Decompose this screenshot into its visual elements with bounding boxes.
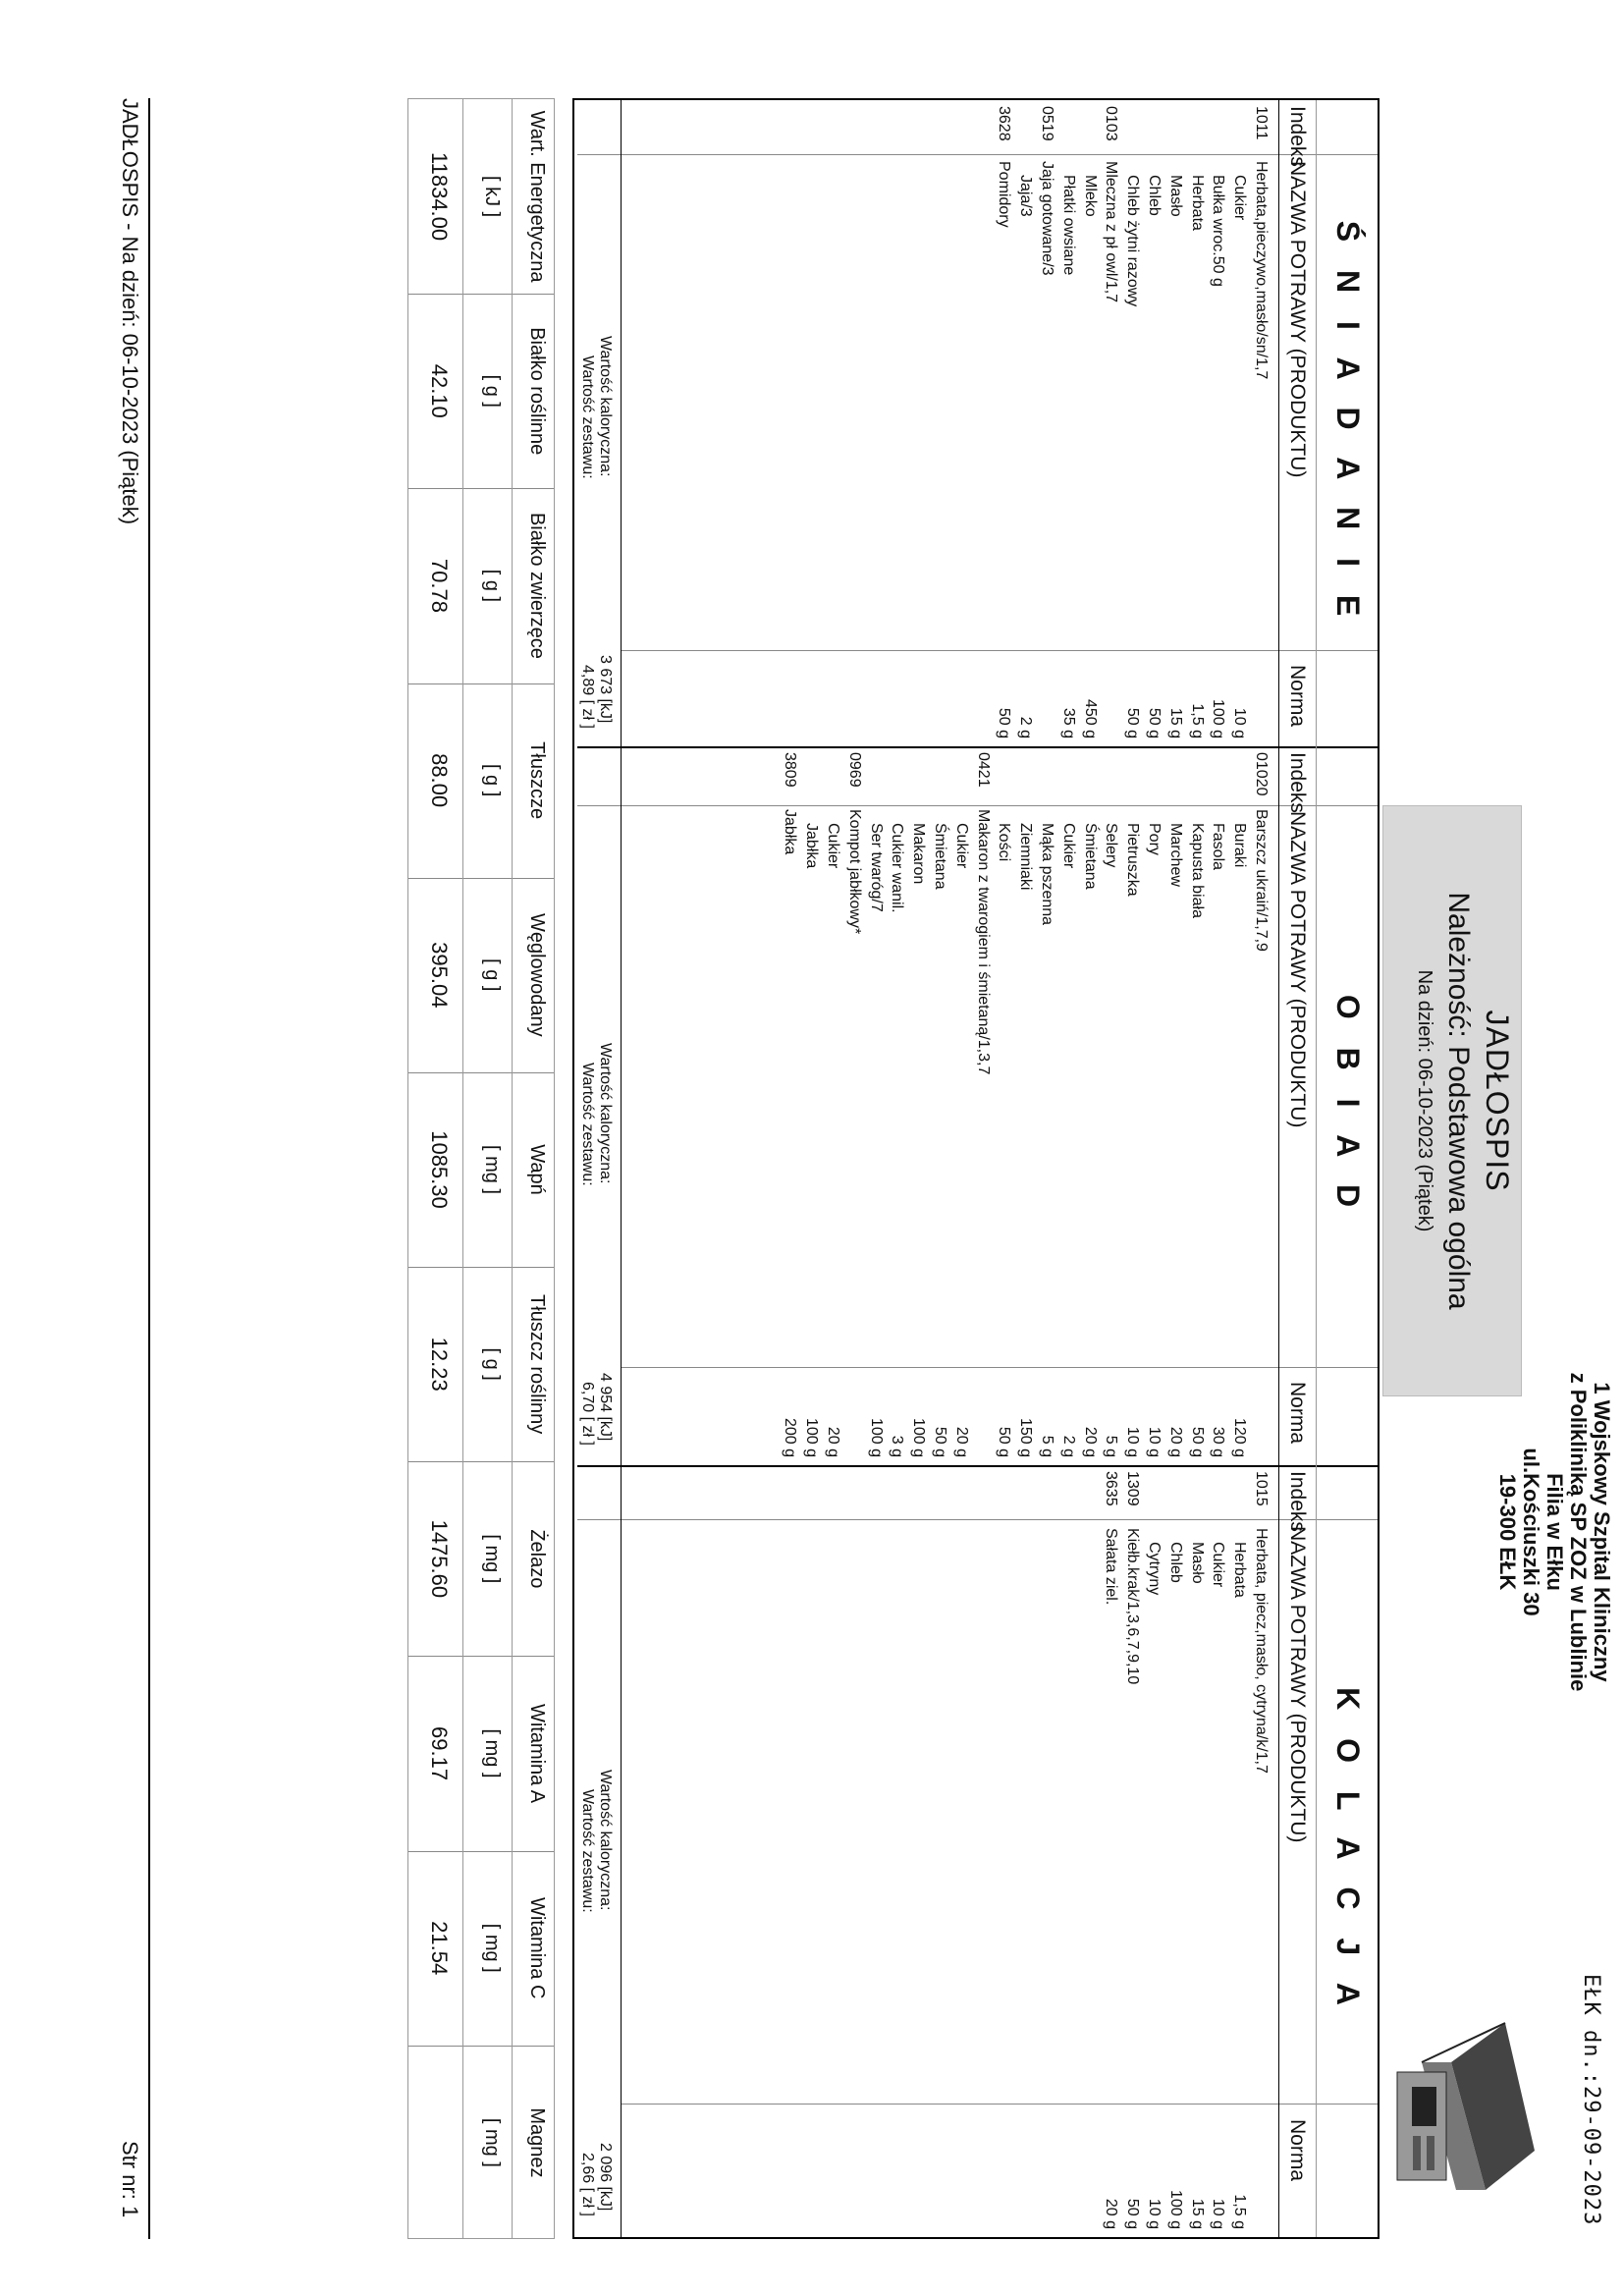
nutrition-value: 21.54 (427, 1921, 452, 1976)
table-row (1228, 1465, 1250, 2237)
row-norm: 50 g (1124, 707, 1142, 738)
row-name: Chleb (1146, 175, 1163, 216)
menu-date: Na dzień: 06-10-2023 (Piątek) (1414, 969, 1435, 1232)
nutrition-unit: [ kJ ] (481, 175, 503, 218)
row-name: Herbata, piecz,masło, cytryna/k/1,7 (1253, 1528, 1270, 1774)
row-name: Pomidory (996, 161, 1013, 228)
nutrition-name: Wart. Energetyczna (526, 110, 548, 283)
table-row (1228, 746, 1250, 1465)
table-row (1207, 746, 1228, 1465)
table-row (1100, 746, 1121, 1465)
hospital-line: ul.Kościuszki 30 (1519, 1448, 1543, 1616)
row-norm: 10 g (1124, 1426, 1142, 1457)
row-name: Fasola (1210, 823, 1227, 871)
row-name: Kiełb.krak/1,3,6,7,9,10 (1124, 1528, 1142, 1685)
table-row (886, 746, 907, 1465)
row-name: Makaron (910, 823, 928, 885)
hospital-line: 1 Wojskowy Szpital Kliniczny (1590, 1382, 1614, 1682)
table-row (865, 746, 887, 1465)
hospital-line: 19-300 EŁK (1495, 1473, 1520, 1591)
table-row (1143, 746, 1164, 1465)
dinner-kcal-label: Wartość kaloryczna: (597, 1770, 614, 1911)
row-name: Jabłka (782, 809, 799, 855)
printer-logo-icon (1378, 2003, 1544, 2200)
row-name: Jaja/3 (1017, 175, 1035, 217)
breakfast-set-value: 4,89 [ zł ] (579, 665, 596, 729)
title-box (1382, 805, 1522, 1396)
nutrition-unit: [ g ] (481, 569, 503, 603)
breakfast-heading: Ś N I A D A N I E (1330, 220, 1366, 627)
table-row (950, 746, 972, 1465)
row-name: Cytryny (1146, 1542, 1163, 1596)
table-row (907, 746, 929, 1465)
breakfast-kcal-value: 3 673 [kJ] (597, 655, 614, 724)
row-norm: 15 g (1188, 2198, 1206, 2229)
row-norm: 100 g (1166, 2189, 1184, 2229)
table-row (1036, 100, 1057, 746)
breakfast-set-label: Wartość zestawu: (579, 355, 596, 479)
row-name: Ser twaróg/7 (867, 823, 885, 912)
row-norm: 200 g (782, 1417, 799, 1457)
nutrition-name: Białko roślinne (526, 327, 548, 456)
row-norm: 10 g (1146, 1426, 1163, 1457)
row-name: Jabłka (803, 823, 821, 869)
row-name: Pory (1146, 823, 1163, 855)
lunch-kcal-label: Wartość kaloryczna: (597, 1043, 614, 1184)
row-norm: 1,5 g (1231, 2194, 1249, 2229)
nutrition-value: 11834.00 (427, 152, 452, 242)
table-row (1143, 100, 1164, 746)
nutrition-unit: [ g ] (481, 763, 503, 797)
row-index: 3635 (1103, 1471, 1120, 1506)
name-column-header: NAZWA POTRAWY (PRODUKTU) (1286, 161, 1309, 478)
table-row (1121, 746, 1143, 1465)
table-row (822, 746, 843, 1465)
table-row (1079, 100, 1101, 746)
row-index: 1011 (1253, 106, 1270, 140)
row-name: Chleb żytni razowy (1124, 175, 1142, 307)
row-name: Buraki (1231, 823, 1249, 868)
row-name: Jaja gotowane/3 (1039, 161, 1055, 276)
nutrition-row-divider (512, 99, 513, 2238)
table-row (1186, 1465, 1208, 2237)
row-norm: 20 g (825, 1426, 841, 1457)
row-name: Kapusta biała (1188, 823, 1206, 918)
nutrition-name: Wapń (526, 1144, 548, 1195)
table-row (1100, 1465, 1121, 2237)
nutrition-unit: [ g ] (481, 374, 503, 408)
row-index: 01020 (1253, 752, 1270, 796)
table-row (1250, 100, 1271, 746)
table-row (779, 746, 800, 1465)
page-footer (118, 98, 150, 2239)
row-name: Cukier (825, 823, 841, 869)
row-name: Cukier (1231, 175, 1249, 221)
nutrition-name: Żelazo (526, 1529, 548, 1589)
table-row (1250, 1465, 1271, 2237)
row-name: Herbata (1188, 175, 1206, 231)
row-norm: 50 g (1188, 1426, 1206, 1457)
nutrition-unit: [ g ] (481, 1347, 503, 1381)
nutrition-name: Witamina C (526, 1897, 548, 1999)
norm-column-header: Norma (1286, 1382, 1309, 1445)
lunch-set-value: 6,70 [ zł ] (579, 1382, 596, 1446)
row-norm: 20 g (952, 1426, 970, 1457)
row-norm: 1,5 g (1188, 703, 1206, 738)
row-name: Chleb (1166, 1542, 1184, 1583)
row-name: Cukier (1210, 1542, 1227, 1588)
hospital-line: Filia w Ełku (1542, 1473, 1567, 1591)
row-norm: 100 g (803, 1417, 821, 1457)
row-name: Marchew (1166, 823, 1184, 887)
row-name: Mąka pszenna (1039, 823, 1055, 926)
table-row (1100, 100, 1121, 746)
row-name: Cukier (1059, 823, 1077, 869)
row-norm: 2 g (1017, 716, 1035, 738)
row-norm: 10 g (1231, 707, 1249, 738)
row-norm: 50 g (996, 707, 1013, 738)
dinner-set-value: 2,66 [ zł ] (579, 2153, 596, 2216)
lunch-kcal-value: 4 954 [kJ] (597, 1373, 614, 1442)
row-norm: 450 g (1081, 698, 1099, 738)
table-row (843, 746, 865, 1465)
row-index: 0969 (845, 752, 863, 788)
row-norm: 15 g (1166, 707, 1184, 738)
nutrition-unit: [ mg ] (481, 2117, 503, 2167)
row-norm: 2 g (1059, 1435, 1077, 1457)
row-index: 1309 (1124, 1471, 1142, 1506)
name-column-header: NAZWA POTRAWY (PRODUKTU) (1286, 811, 1309, 1128)
row-name: Śmietana (1081, 823, 1099, 890)
row-norm: 3 g (889, 1435, 906, 1457)
row-name: Makaron z twarogiem i śmietaną/1,3,7 (974, 809, 992, 1075)
table-row (1207, 100, 1228, 746)
row-name: Pietruszka (1124, 823, 1142, 897)
table-row (929, 746, 950, 1465)
row-norm: 20 g (1103, 2198, 1120, 2229)
row-name: Selery (1103, 823, 1120, 868)
table-row (1121, 1465, 1143, 2237)
norm-column-header: Norma (1286, 2119, 1309, 2182)
row-norm: 50 g (1146, 707, 1163, 738)
nutrition-name: Witamina A (526, 1703, 548, 1804)
table-row (1057, 100, 1079, 746)
nutrition-name: Węglowodany (526, 912, 548, 1037)
table-row (1228, 100, 1250, 746)
row-name: Ziemniaki (1017, 823, 1035, 891)
row-norm: 50 g (1124, 2198, 1142, 2229)
row-norm: 20 g (1166, 1426, 1184, 1457)
row-name: Barszcz ukraiń/1,7,9 (1253, 809, 1270, 952)
row-index: 0103 (1103, 106, 1120, 141)
row-name: Cukier wanil. (889, 823, 906, 913)
table-row (800, 746, 822, 1465)
row-norm: 100 g (1210, 698, 1227, 738)
nutrition-value: 42.10 (427, 363, 452, 418)
hospital-line: z Polikliniką SP ZOZ w Lublinie (1566, 1372, 1591, 1692)
nutrition-name: Magnez (526, 2107, 548, 2178)
table-row (993, 746, 1014, 1465)
table-row (1164, 1465, 1186, 2237)
row-norm: 35 g (1059, 707, 1077, 738)
page-number: Str nr: 1 (118, 2141, 142, 2218)
page-title: JADŁOSPIS (1480, 1010, 1515, 1192)
dinner-heading: K O L A C J A (1330, 1687, 1366, 2015)
nutrition-value: 395.04 (427, 942, 452, 1009)
norm-column-header: Norma (1286, 665, 1309, 728)
table-row (1164, 100, 1186, 746)
row-norm: 20 g (1081, 1426, 1099, 1457)
row-norm: 120 g (1231, 1417, 1249, 1457)
row-name: Kości (996, 823, 1013, 862)
row-name: Sałata ziel. (1103, 1528, 1120, 1606)
table-row (993, 100, 1014, 746)
nutrition-value: 88.00 (427, 753, 452, 808)
nutrition-unit: [ mg ] (481, 1923, 503, 1973)
nutrition-row-divider (462, 99, 463, 2238)
row-name: Kompot jabłkowy* (845, 809, 863, 935)
table-row (1143, 1465, 1164, 2237)
nutrition-name: Białko zwierzęce (526, 512, 548, 659)
row-index: 3628 (996, 106, 1013, 141)
row-norm: 10 g (1146, 2198, 1163, 2229)
dinner-set-label: Wartość zestawu: (579, 1789, 596, 1913)
table-row (1186, 100, 1208, 746)
name-column-header: NAZWA POTRAWY (PRODUKTU) (1286, 1526, 1309, 1843)
row-name: Herbata (1231, 1542, 1249, 1598)
row-norm: 100 g (867, 1417, 885, 1457)
row-name: Masło (1166, 175, 1184, 217)
row-norm: 50 g (996, 1426, 1013, 1457)
row-index: 1015 (1253, 1471, 1270, 1506)
table-row (1036, 746, 1057, 1465)
nutrition-unit: [ mg ] (481, 1534, 503, 1584)
table-row (1250, 746, 1271, 1465)
row-name: Śmietana (932, 823, 948, 890)
row-norm: 30 g (1210, 1426, 1227, 1457)
table-row (1207, 1465, 1228, 2237)
breakfast-kcal-label: Wartość kaloryczna: (597, 336, 614, 477)
row-norm: 10 g (1210, 2198, 1227, 2229)
print-date: EŁK dn.:29-09-2023 (1579, 1974, 1603, 2226)
table-row (1164, 746, 1186, 1465)
footer-title: JADŁOSPIS - Na dzień: 06-10-2023 (Piątek) (118, 98, 142, 525)
row-index: 0519 (1039, 106, 1055, 141)
table-row (1121, 100, 1143, 746)
row-name: Herbata,pieczywo,masło/sn/1,7 (1253, 161, 1270, 380)
nutrition-value: 12.23 (427, 1337, 452, 1392)
nutrition-unit: [ g ] (481, 958, 503, 992)
nutrition-unit: [ mg ] (481, 1728, 503, 1778)
dinner-kcal-value: 2 096 [kJ] (597, 2143, 614, 2212)
row-norm: 5 g (1039, 1435, 1055, 1457)
page-subtitle: Należność: Podstawowa ogólna (1442, 892, 1475, 1310)
index-column-header: Indeks (1286, 752, 1309, 813)
row-name: Masło (1188, 1542, 1206, 1584)
nutrition-table (407, 98, 555, 2239)
nutrition-name: Tłuszcze (526, 741, 548, 820)
meal-table (572, 98, 1380, 2239)
table-row (1014, 746, 1036, 1465)
lunch-set-label: Wartość zestawu: (579, 1063, 596, 1186)
table-row (1079, 746, 1101, 1465)
nutrition-value: 1475.60 (427, 1519, 452, 1599)
row-name: Mleczna z pł owl/1,7 (1103, 161, 1120, 303)
row-name: Cukier (952, 823, 970, 869)
nutrition-name: Tłuszcz roślinny (526, 1294, 548, 1435)
index-column-header: Indeks (1286, 106, 1309, 167)
lunch-heading: O B I A D (1330, 994, 1366, 1218)
nutrition-value: 69.17 (427, 1726, 452, 1781)
row-norm: 50 g (932, 1426, 948, 1457)
row-norm: 150 g (1017, 1417, 1035, 1457)
row-index: 0421 (974, 752, 992, 788)
row-name: Mleko (1081, 175, 1099, 217)
nutrition-value: 1085.30 (427, 1130, 452, 1209)
row-norm: 100 g (910, 1417, 928, 1457)
table-row (1014, 100, 1036, 746)
row-name: Bułka wroc.50 g (1210, 175, 1227, 287)
index-column-header: Indeks (1286, 1471, 1309, 1532)
table-row (1186, 746, 1208, 1465)
row-index: 3809 (782, 752, 799, 788)
row-norm: 5 g (1103, 1435, 1120, 1457)
nutrition-value: 70.78 (427, 558, 452, 613)
table-row (1057, 746, 1079, 1465)
nutrition-unit: [ mg ] (481, 1144, 503, 1194)
row-name: Płatki owsiane (1059, 175, 1077, 276)
table-row (972, 746, 994, 1465)
